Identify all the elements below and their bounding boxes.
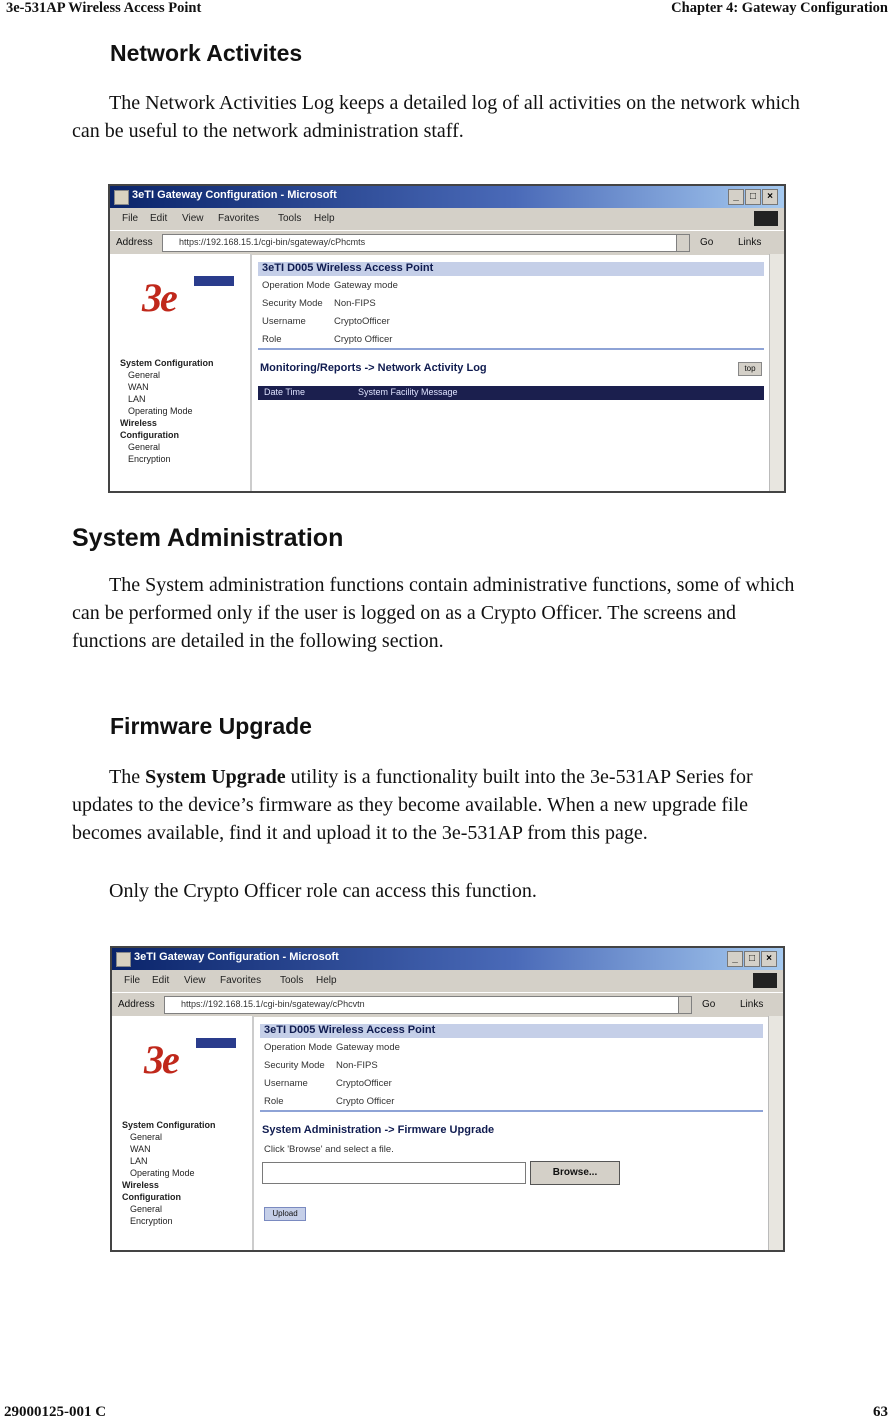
go-button[interactable]: Go [700,237,714,248]
firmware-upgrade-note: Only the Crypto Officer role can access this function. [109,880,537,902]
address-dropdown-icon[interactable] [678,996,692,1014]
nav-system-configuration[interactable]: System Configuration [122,1120,216,1130]
vertical-scrollbar[interactable] [768,1016,783,1250]
separator [258,348,764,350]
info-key-username: Username [262,316,306,327]
menu-favorites[interactable]: Favorites [220,975,262,986]
network-activities-heading: Network Activites [110,40,303,66]
log-header-row [258,386,764,400]
menu-tools[interactable]: Tools [280,975,304,986]
brand-logo: 3e [144,1037,178,1082]
device-title-bar [260,1024,763,1038]
menu-tools[interactable]: Tools [278,213,302,224]
address-url: https://192.168.15.1/cgi-bin/sgateway/cPhcmts [179,237,366,247]
info-key-operation-mode: Operation Mode [264,1042,333,1053]
window-titlebar [110,186,784,208]
address-input[interactable] [162,234,684,252]
menu-edit[interactable]: Edit [150,213,168,224]
address-url: https://192.168.15.1/cgi-bin/sgateway/cPhcvtn [181,999,365,1009]
menu-file[interactable]: File [124,975,141,986]
info-key-role: Role [262,334,282,345]
nav-wireless-general[interactable]: General [128,442,161,452]
links-button[interactable]: Links [738,237,762,248]
nav-lan[interactable]: LAN [130,1156,148,1166]
nav-wireless[interactable]: Wireless [122,1180,159,1190]
info-key-security-mode: Security Mode [262,298,323,309]
address-label: Address [118,999,155,1010]
info-key-operation-mode: Operation Mode [262,280,331,291]
nav-encryption[interactable]: Encryption [130,1216,173,1226]
separator [260,1110,763,1112]
address-dropdown-icon[interactable] [676,234,690,252]
address-bar [112,992,783,1017]
close-icon[interactable]: × [762,189,778,205]
nav-system-configuration[interactable]: System Configuration [120,358,214,368]
address-input[interactable] [164,996,686,1014]
info-value-security-mode: Non-FIPS [336,1060,378,1071]
info-value-role: Crypto Officer [336,1096,395,1107]
info-value-security-mode: Non-FIPS [334,298,376,309]
nav-wireless[interactable]: Wireless [120,418,157,428]
left-nav-frame [112,1016,254,1250]
nav-general[interactable]: General [128,370,161,380]
firmware-upgrade-body: The System Upgrade utility is a functionality built into the 3e-531AP Series for updates to the device’s firmware as they become available. When a new upgrade file becomes available, find it and upload it to the 3e-531AP from this page. [72,766,753,844]
close-icon[interactable]: × [761,951,777,967]
upload-instruction: Click 'Browse' and select a file. [264,1144,394,1155]
info-value-operation-mode: Gateway mode [336,1042,400,1053]
brand-badge [196,1038,236,1048]
left-nav-frame [110,254,252,491]
running-header-right: Chapter 4: Gateway Configuration [671,0,888,16]
nav-operating-mode[interactable]: Operating Mode [128,406,193,416]
system-administration-heading: System Administration [72,524,344,552]
browse-button[interactable]: Browse... [530,1161,620,1185]
info-value-username: CryptoOfficer [334,316,390,327]
minimize-icon[interactable]: _ [728,189,744,205]
nav-general[interactable]: General [130,1132,163,1142]
maximize-icon[interactable]: □ [744,951,760,967]
info-value-role: Crypto Officer [334,334,393,345]
content-frame [254,1016,769,1250]
go-button[interactable]: Go [702,999,716,1010]
ie-icon [114,190,129,205]
nav-lan[interactable]: LAN [128,394,146,404]
content-frame [252,254,770,491]
device-title-bar [258,262,764,276]
section-title: System Administration -> Firmware Upgrade [262,1124,495,1136]
network-activity-log-screenshot [108,184,786,493]
network-activities-body: The Network Activities Log keeps a detailed log of all activities on the network which can be useful to the network administration staff. [72,92,800,142]
info-key-role: Role [264,1096,284,1107]
info-value-operation-mode: Gateway mode [334,280,398,291]
window-title: 3eTI Gateway Configuration - Microsoft [134,951,339,963]
address-bar [110,230,784,255]
menu-file[interactable]: File [122,213,139,224]
minimize-icon[interactable]: _ [727,951,743,967]
system-upgrade-term: System Upgrade [145,766,286,788]
firmware-upgrade-screenshot [110,946,785,1252]
nav-configuration[interactable]: Configuration [122,1192,181,1202]
info-key-security-mode: Security Mode [264,1060,325,1071]
menu-help[interactable]: Help [316,975,337,986]
menu-edit[interactable]: Edit [152,975,170,986]
window-titlebar [112,948,783,970]
menu-favorites[interactable]: Favorites [218,213,260,224]
menu-bar [110,208,784,230]
brand-badge [194,276,234,286]
address-label: Address [116,237,153,248]
info-value-username: CryptoOfficer [336,1078,392,1089]
nav-configuration[interactable]: Configuration [120,430,179,440]
ie-icon [116,952,131,967]
nav-operating-mode[interactable]: Operating Mode [130,1168,195,1178]
log-column-message: System Facility Message [358,387,458,397]
menu-view[interactable]: View [182,213,204,224]
nav-wireless-general[interactable]: General [130,1204,163,1214]
footer-doc-number: 29000125-001 C [4,1404,107,1420]
firmware-upgrade-heading: Firmware Upgrade [110,713,312,739]
nav-wan[interactable]: WAN [130,1144,151,1154]
window-title: 3eTI Gateway Configuration - Microsoft [132,189,337,201]
device-title: 3eTI D005 Wireless Access Point [262,262,434,274]
nav-encryption[interactable]: Encryption [128,454,171,464]
info-key-username: Username [264,1078,308,1089]
top-button[interactable]: top [738,362,762,376]
vertical-scrollbar[interactable] [769,254,784,491]
footer-page-number: 63 [873,1404,888,1420]
maximize-icon[interactable]: □ [745,189,761,205]
file-path-input[interactable] [262,1162,526,1184]
menu-bar [112,970,783,992]
device-title: 3eTI D005 Wireless Access Point [264,1024,436,1036]
section-title: Monitoring/Reports -> Network Activity Log [260,362,487,374]
upload-button[interactable]: Upload [264,1207,306,1221]
system-administration-body: The System administration functions contain administrative functions, some of which can be performed only if the user is logged on as a Crypto Officer. The screens and functions are detailed in the following section. [72,574,795,652]
links-button[interactable]: Links [740,999,764,1010]
nav-wan[interactable]: WAN [128,382,149,392]
log-column-datetime: Date Time [264,387,306,397]
running-header-left: 3e-531AP Wireless Access Point [6,0,202,16]
menu-view[interactable]: View [184,975,206,986]
brand-logo: 3e [142,275,176,320]
menu-help[interactable]: Help [314,213,335,224]
windows-logo-icon [753,973,777,988]
windows-logo-icon [754,211,778,226]
